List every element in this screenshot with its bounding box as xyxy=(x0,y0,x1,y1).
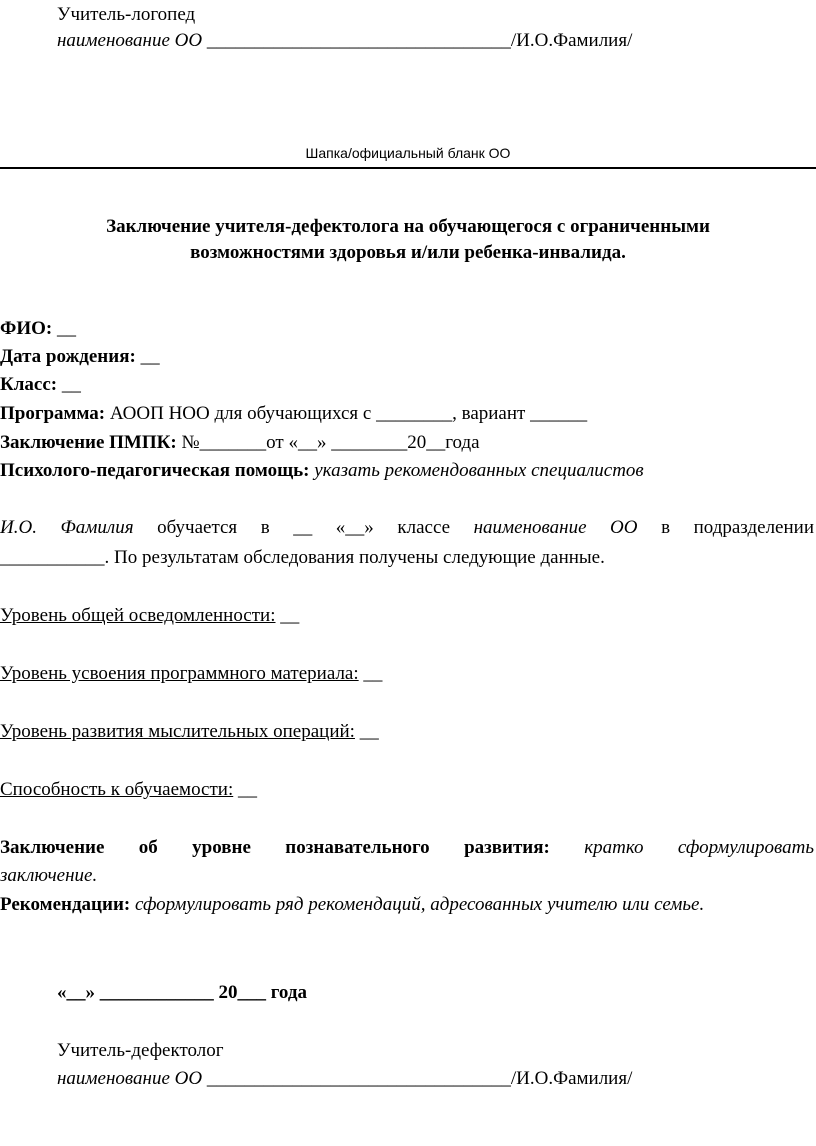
field-program xyxy=(0,403,587,425)
bottom-signature-blank: ________________________________ xyxy=(206,1068,511,1089)
recommendations xyxy=(0,894,704,916)
level-label: Уровень развития мыслительных операций: xyxy=(0,721,355,742)
document-title-line2: возможностями здоровья и/или ребенка-инвалида. xyxy=(190,242,626,263)
field-help xyxy=(0,460,644,482)
field-fio-label: ФИО: xyxy=(0,318,53,339)
field-help-label: Психолого-педагогическая помощь: xyxy=(0,460,310,481)
field-fio xyxy=(0,318,76,340)
intro-org: наименование ОО xyxy=(473,517,638,538)
level-value: __ xyxy=(237,779,257,800)
top-signature-name: /И.О.Фамилия/ xyxy=(510,30,633,51)
top-signature-line xyxy=(57,30,632,52)
field-dob-value: __ xyxy=(140,346,160,367)
field-pmpk xyxy=(0,432,480,454)
conclusion-text-2: заключение. xyxy=(0,865,98,886)
intro-text-2: в подразделении xyxy=(661,517,814,538)
intro-line1 xyxy=(0,517,814,539)
letterhead-caption: Шапка/официальный бланк ОО xyxy=(305,145,511,161)
conclusion-label: Заключение об уровне познавательного развития: xyxy=(0,837,550,858)
field-program-value: АООП НОО для обучающихся с ________, вариант ______ xyxy=(109,403,588,424)
conclusion-line1 xyxy=(0,837,814,859)
intro-student-name: И.О. Фамилия xyxy=(0,517,134,538)
level-thinking-operations xyxy=(0,721,379,743)
level-label: Уровень усвоения программного материала: xyxy=(0,663,359,684)
field-fio-value: __ xyxy=(56,318,76,339)
field-program-label: Программа: xyxy=(0,403,106,424)
intro-line2: ___________. По результатам обследования получены следующие данные. xyxy=(0,547,605,568)
field-pmpk-value: №_______от «__» ________20__года xyxy=(181,432,480,453)
level-value: __ xyxy=(359,721,379,742)
top-signature-blank: ________________________________ xyxy=(206,30,511,51)
bottom-signature-org: наименование ОО xyxy=(57,1068,203,1089)
letterhead-divider xyxy=(0,167,816,169)
level-general-awareness xyxy=(0,605,299,627)
recommendations-text: сформулировать ряд рекомендаций, адресованных учителю или семье. xyxy=(134,894,705,915)
top-signature-org: наименование ОО xyxy=(57,30,203,51)
field-class xyxy=(0,374,81,396)
level-value: __ xyxy=(363,663,383,684)
bottom-signature-name: /И.О.Фамилия/ xyxy=(510,1068,633,1089)
intro-text-1: обучается в __ «__» классе xyxy=(157,517,451,538)
level-label: Способность к обучаемости: xyxy=(0,779,234,800)
level-learnability xyxy=(0,779,257,801)
bottom-signature-role: Учитель-дефектолог xyxy=(57,1040,224,1061)
top-signature-role: Учитель-логопед xyxy=(57,4,196,25)
level-value: __ xyxy=(280,605,300,626)
date-line: «__» ____________ 20___ года xyxy=(57,982,307,1003)
recommendations-label: Рекомендации: xyxy=(0,894,131,915)
field-pmpk-label: Заключение ПМПК: xyxy=(0,432,177,453)
field-dob-label: Дата рождения: xyxy=(0,346,136,367)
field-class-label: Класс: xyxy=(0,374,58,395)
conclusion-text-1: кратко сформулировать xyxy=(584,837,814,858)
field-help-value: указать рекомендованных специалистов xyxy=(314,460,644,481)
document-title-line1: Заключение учителя-дефектолога на обучающегося с ограниченными xyxy=(106,216,710,237)
field-dob xyxy=(0,346,160,368)
level-label: Уровень общей осведомленности: xyxy=(0,605,276,626)
bottom-signature-line xyxy=(57,1068,632,1090)
field-class-value: __ xyxy=(61,374,81,395)
level-program-mastery xyxy=(0,663,382,685)
